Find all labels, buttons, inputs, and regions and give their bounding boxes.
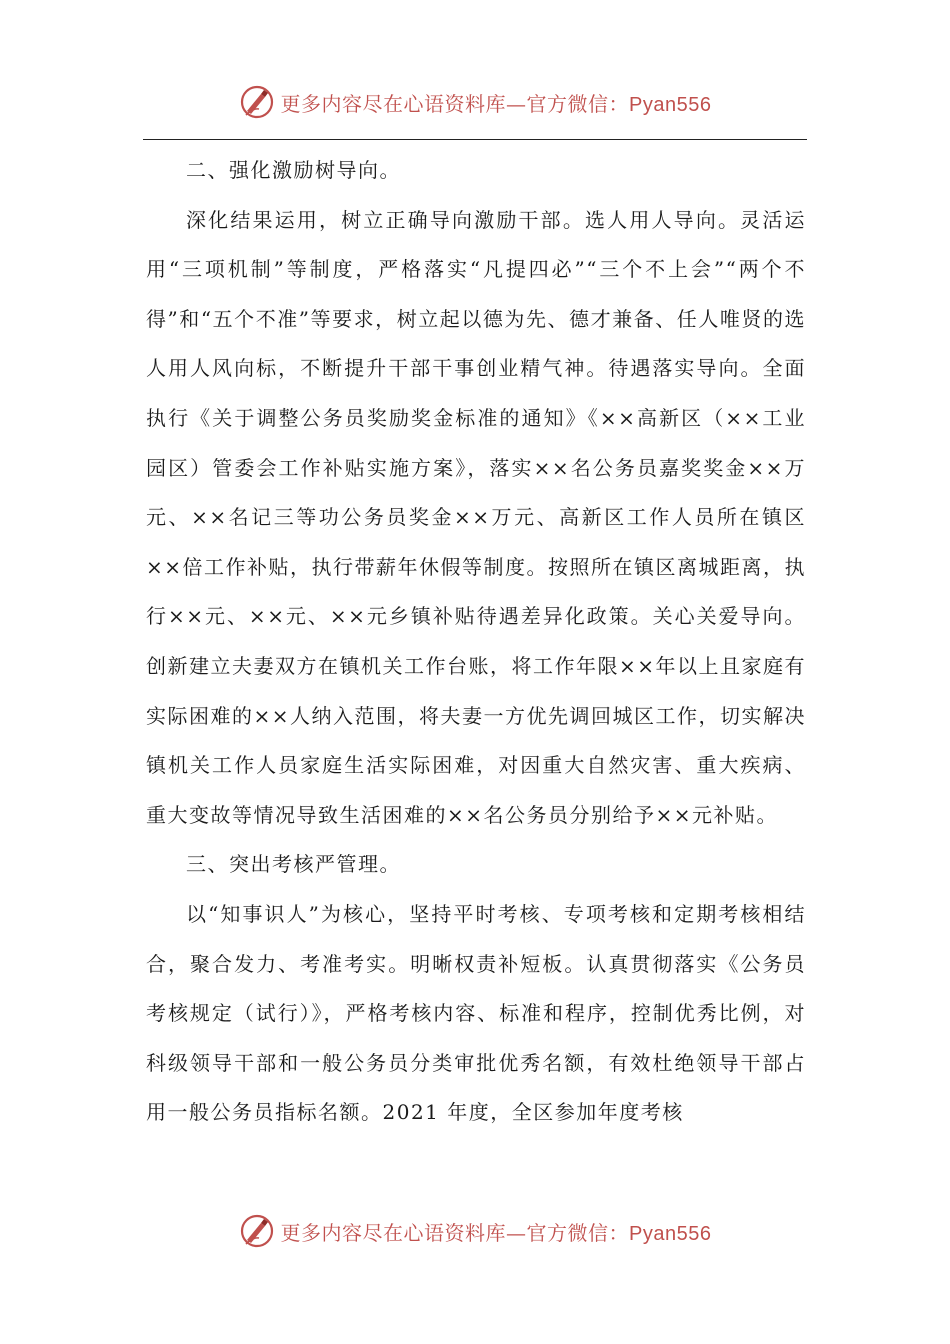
document-body	[146, 146, 806, 1138]
section-heading: 二、强化激励树导向。	[186, 158, 401, 182]
footer-wechat-id: Pyan556	[629, 1222, 712, 1245]
footer-banner-text: 更多内容尽在心语资料库—官方微信：Pyan556	[280, 1220, 712, 1245]
body-paragraph: 深化结果运用，树立正确导向激励干部。选人用人导向。灵活运用“三项机制”等制度，严格落实“凡提四必”“三个不上会”“两个不得”和“五个不准”等要求，树立起以德为先、德才兼备、任人唯贤的选人用人风向标，不断提升干部干事创业精气神。待遇落实导向。全面执行《关于调整公务员奖励奖金标准的通知》《××高新区（××工业园区）管委会工作补贴实施方案》，落实××名公务员嘉奖奖金××万元、××名记三等功公务员奖金××万元、高新区工作人员所在镇区××倍工作补贴，执行带薪年休假等制度。按照所在镇区离城距离，执行××元、××元、××元乡镇补贴待遇差异化政策。关心关爱导向。创新建立夫妻双方在镇机关工作台账，将工作年限××年以上且家庭有实际困难的××人纳入范围，将夫妻一方优先调回城区工作，切实解决镇机关工作人员家庭生活实际困难，对因重大自然灾害、重大疾病、重大变故等情况导致生活困难的××名公务员分别给予××元补贴。	[146, 207, 807, 827]
header-banner-text: 更多内容尽在心语资料库—官方微信：Pyan556	[280, 91, 712, 116]
header-wechat-id: Pyan556	[629, 93, 712, 116]
pen-logo-icon	[239, 84, 275, 120]
header-banner	[0, 80, 950, 124]
section-heading: 三、突出考核严管理。	[186, 852, 401, 877]
header-divider	[143, 139, 807, 140]
footer-banner	[0, 1209, 950, 1253]
pen-logo-icon	[239, 1213, 275, 1249]
body-paragraph: 以“知事识人”为核心，坚持平时考核、专项考核和定期考核相结合，聚合发力、考准考实。明晰权责补短板。认真贯彻落实《公务员考核规定（试行）》，严格考核内容、标准和程序，控制优秀比例，对科级领导干部和一般公务员分类审批优秀名额，有效杜绝领导干部占用一般公务员指标名额。2021 年度，全区参加年度考核	[146, 901, 806, 1125]
